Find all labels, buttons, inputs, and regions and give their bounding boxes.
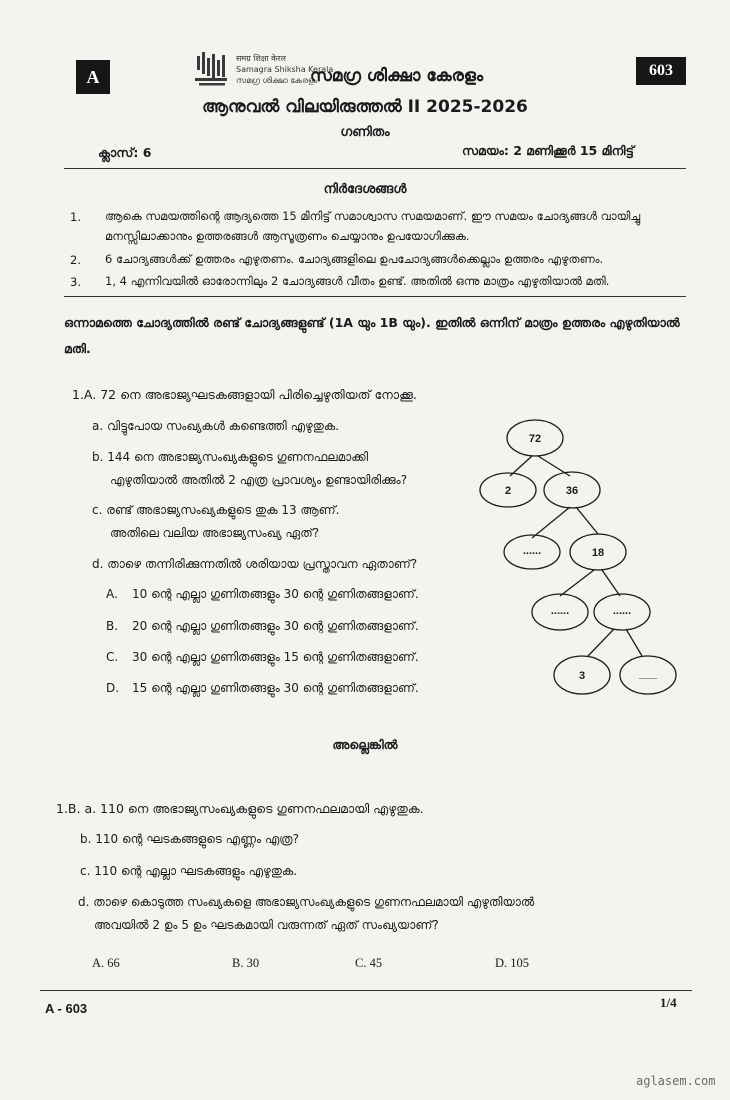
instruction-number: 2. — [70, 253, 81, 267]
question-1b-part-c: c. 110 ന്റെ എല്ലാ ഘടകങ്ങളും എഴുതുക. — [80, 864, 298, 878]
tree-edge — [576, 507, 598, 534]
question-1b-part-d-line2: അവയിൽ 2 ഉം 5 ഉം ഘടകമായി വരുന്നത് ഏത് സംഖ്യയാണ്? — [94, 918, 439, 932]
tree-edge — [602, 570, 620, 596]
question-1a-part-b-line1: b. 144 നെ അഭാജ്യസംഖ്യകളുടെ ഗുണനഫലമാക്കി — [92, 450, 369, 464]
option-text: 20 ന്റെ എല്ലാ ഗുണിതങ്ങളും 30 ന്റെ ഗുണിതങ്ങളാണ്. — [132, 619, 419, 633]
factor-tree-diagram — [470, 410, 700, 710]
instruction-text: 1, 4 എന്നിവയിൽ ഓരോന്നിലും 2 ചോദ്യങ്ങൾ വീതം ഉണ്ട്. അതിൽ ഒന്നു മാത്രം എഴുതിയാൽ മതി. — [105, 274, 610, 288]
samagra-shiksha-logo-icon — [195, 52, 231, 90]
choice-note: ഒന്നാമത്തെ ചോദ്യത്തിൽ രണ്ട് ചോദ്യങ്ങളുണ്ട് (1A യും 1B യും). ഇതിൽ ഒന്നിന് മാത്രം ഉത്തരം എഴുതിയാൽ മതി. — [64, 315, 680, 356]
instruction-text: 6 ചോദ്യങ്ങൾക്ക് ഉത്തരം എഴുതണം. ചോദ്യങ്ങളിലെ ഉപചോദ്യങ്ങൾക്കെല്ലാം ഉത്തരം എഴുതണം. — [105, 252, 604, 266]
instructions-heading: നിർദേശങ്ങൾ — [323, 182, 407, 197]
option-label: D. — [106, 681, 120, 695]
option-text: 30 ന്റെ എല്ലാ ഗുണിതങ്ങളും 15 ന്റെ ഗുണിതങ്ങളാണ്. — [132, 650, 419, 664]
time-label: സമയം: 2 മണിക്കൂർ 15 മിനിട്ട് — [462, 143, 634, 158]
question-1a-stem: 1.A. 72 നെ അഭാജ്യഘടകങ്ങളായി പിരിച്ചെഴുതിയത് നോക്കൂ. — [72, 387, 417, 402]
question-1a-part-c-line2: അതിലെ വലിയ അഭാജ്യസംഖ്യ ഏത്? — [110, 526, 320, 540]
mcq-option-d: D. 105 — [495, 956, 530, 970]
subject-title: ഗണിതം — [340, 125, 390, 140]
tree-label: 2 — [504, 485, 512, 497]
tree-edge — [626, 629, 642, 656]
option-label: B. — [106, 619, 119, 633]
option-a — [106, 587, 419, 602]
logo-caption-english: Samagra Shiksha Kerala — [236, 65, 334, 74]
instructions-divider — [64, 296, 686, 297]
instruction-number: 1. — [70, 210, 81, 224]
question-1a-part-c-line1: c. രണ്ട് അഭാജ്യസംഖ്യകളുടെ തുക 13 ആണ്. — [92, 503, 340, 517]
question-1a-part-a: a. വിട്ടുപോയ സംഖ്യകൾ കണ്ടെത്തി എഴുതുക. — [92, 419, 340, 433]
tree-label: ___ — [638, 668, 658, 680]
header-divider — [64, 168, 686, 169]
tree-label: 3 — [578, 670, 586, 682]
tree-edge — [560, 570, 594, 596]
footer-divider — [40, 990, 692, 991]
tree-label-root: 72 — [528, 433, 542, 445]
mcq-option-c: C. 45 — [355, 956, 383, 970]
mcq-option-b: B. 30 — [232, 956, 260, 970]
instruction-text: ആകെ സമയത്തിന്റെ ആദ്യത്തെ 15 മിനിട്ട് സമാശ്വാസ സമയമാണ്. ഈ സമയം ചോദ്യങ്ങൾ വായിച്ചു മനസ്സിലാക്കാനും ഉത്തരങ്ങൾ ആസൂത്രണം ചെയ്യാനും ഉപയോഗിക്കുക. — [105, 209, 641, 243]
exam-title: ആനുവൽ വിലയിരുത്തൽ II 2025-2026 — [202, 97, 528, 117]
tree-label: 18 — [591, 547, 605, 559]
option-text: 10 ന്റെ എല്ലാ ഗുണിതങ്ങളും 30 ന്റെ ഗുണിതങ്ങളാണ്. — [132, 587, 419, 601]
organization-title: സമഗ്ര ശിക്ഷാ കേരളം — [310, 66, 484, 86]
option-label: C. — [106, 650, 119, 664]
option-label: A. — [106, 587, 118, 601]
class-label: ക്ലാസ്: 6 — [98, 145, 152, 160]
tree-label: ...... — [612, 605, 632, 617]
tree-edge — [532, 507, 570, 538]
option-text: 15 ന്റെ എല്ലാ ഗുണിതങ്ങളും 30 ന്റെ ഗുണിതങ്ങളാണ്. — [132, 681, 419, 695]
option-d — [106, 681, 419, 696]
paper-set-badge: A — [76, 60, 110, 94]
option-b — [106, 619, 419, 634]
question-1b-part-b: b. 110 ന്റെ ഘടകങ്ങളുടെ എണ്ണം എത്ര? — [80, 832, 299, 846]
question-1b-part-a: 1.B. a. 110 നെ അഭാജ്യസംഖ്യകളുടെ ഗുണനഫലമായി എഴുതുക. — [56, 801, 424, 816]
tree-edge — [588, 629, 614, 656]
instruction-number: 3. — [70, 275, 81, 289]
paper-code-badge: 603 — [636, 57, 686, 85]
footer-paper-code: A - 603 — [45, 1001, 88, 1016]
question-1b-part-d-line1: d. താഴെ കൊടുത്ത സംഖ്യകളെ അഭാജ്യസംഖ്യകളുടെ ഗുണനഫലമായി എഴുതിയാൽ — [78, 895, 535, 909]
page-number: 1/4 — [660, 995, 677, 1010]
tree-label: 36 — [565, 485, 579, 497]
mcq-option-a: A. 66 — [92, 956, 120, 970]
logo-caption-hindi: समग्र शिक्षा केरल — [236, 54, 286, 63]
logo-caption-malayalam: സമഗ്ര ശിക്ഷാ കേരളം — [236, 76, 317, 85]
option-c — [106, 650, 419, 665]
question-1a-part-d: d. താഴെ തന്നിരിക്കുന്നതിൽ ശരിയായ പ്രസ്താവന ഏതാണ്? — [92, 557, 418, 571]
or-separator: അല്ലെങ്കിൽ — [332, 737, 398, 752]
tree-label: ...... — [522, 545, 542, 557]
question-1a-part-b-line2: എഴുതിയാൽ അതിൽ 2 എത്ര പ്രാവശ്യം ഉണ്ടായിരിക്കും? — [110, 473, 408, 487]
tree-label: ...... — [550, 605, 570, 617]
source-watermark: aglasem.com — [636, 1074, 716, 1088]
